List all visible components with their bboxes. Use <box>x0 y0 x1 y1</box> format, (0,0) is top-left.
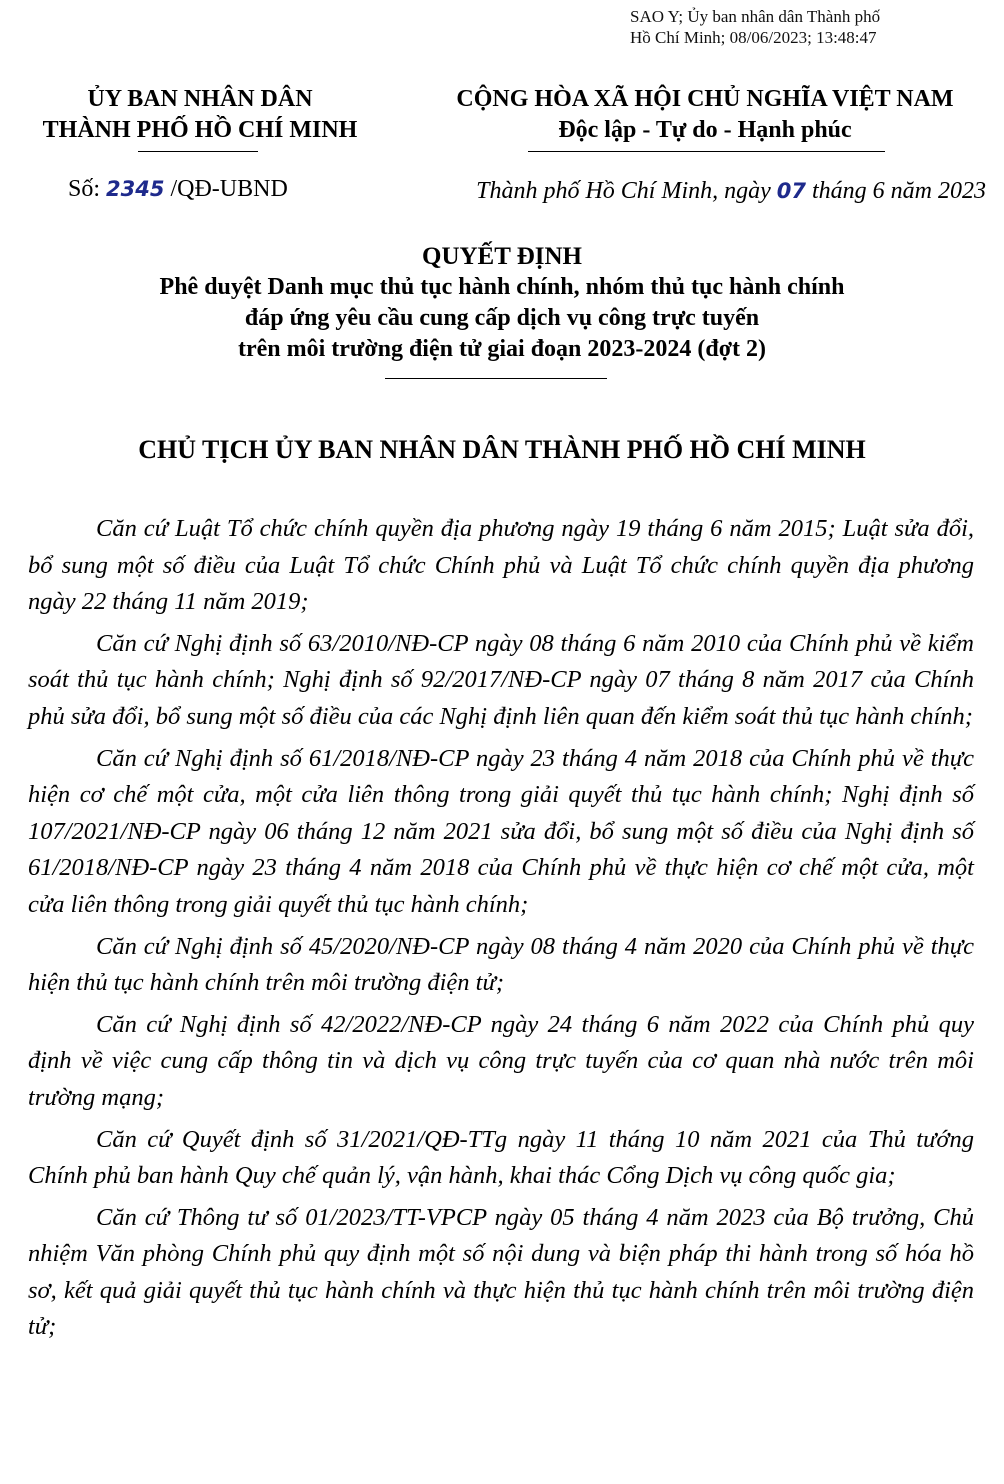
agency-underline <box>138 151 258 152</box>
date-handwritten-day: 07 <box>776 179 806 203</box>
agency-line-2: THÀNH PHỐ HỒ CHÍ MINH <box>42 117 358 143</box>
motto-underline <box>528 151 885 152</box>
agency-line-1: ỦY BAN NHÂN DÂN <box>87 86 313 112</box>
subtitle-line-1: Phê duyệt Danh mục thủ tục hành chính, nhóm thủ tục hành chính <box>159 274 845 300</box>
legal-basis-paragraph: Căn cứ Nghị định số 63/2010/NĐ-CP ngày 08 tháng 6 năm 2010 của Chính phủ về kiểm soát thủ tục hành chính; Nghị định số 92/2017/NĐ-CP ngày 07 tháng 8 năm 2017 của Chính phủ sửa đổi, bổ sung một số điều của các Nghị định liên quan đến kiểm soát thủ tục hành chính; <box>28 629 974 730</box>
document-number <box>68 174 288 204</box>
legal-basis-paragraph: Căn cứ Thông tư số 01/2023/TT-VPCP ngày 05 tháng 4 năm 2023 của Bộ trưởng, Chủ nhiệm Văn phòng Chính phủ quy định một số nội dung và biện pháp thi hành trong số hóa hồ sơ, kết quả giải quyết thủ tục hành chính và thực hiện thủ tục hành chính trên môi trường điện tử; <box>28 1203 974 1341</box>
authority-heading: CHỦ TỊCH ỦY BAN NHÂN DÂN THÀNH PHỐ HỒ CHÍ MINH <box>138 435 866 464</box>
docno-handwritten-number: 2345 <box>106 177 165 201</box>
legal-basis-paragraph: Căn cứ Quyết định số 31/2021/QĐ-TTg ngày 11 tháng 10 năm 2021 của Thủ tướng Chính phủ ban hành Quy chế quản lý, vận hành, khai thác Cổng Dịch vụ công quốc gia; <box>28 1125 974 1190</box>
decision-title <box>0 242 1004 365</box>
subtitle-line-2: đáp ứng yêu cầu cung cấp dịch vụ công trực tuyến <box>244 305 760 331</box>
date-suffix: tháng 6 năm 2023 <box>806 178 986 204</box>
document-date <box>476 176 986 206</box>
docno-suffix: /QĐ-UBND <box>164 176 288 202</box>
national-motto <box>405 84 1004 146</box>
legal-basis-paragraph: Căn cứ Nghị định số 45/2020/NĐ-CP ngày 08 tháng 4 năm 2020 của Chính phủ về thực hiện thủ tục hành chính trên môi trường điện tử; <box>28 932 974 997</box>
stamp-line-2: Hồ Chí Minh; 08/06/2023; 13:48:47 <box>630 28 877 47</box>
legal-basis-paragraph: Căn cứ Luật Tổ chức chính quyền địa phương ngày 19 tháng 6 năm 2015; Luật sửa đổi, bổ sung một số điều của Luật Tổ chức Chính phủ và Luật Tổ chức chính quyền địa phương ngày 22 tháng 11 năm 2019; <box>28 515 974 616</box>
document-body <box>28 511 974 1351</box>
date-prefix: Thành phố Hồ Chí Minh, ngày <box>476 178 777 204</box>
legal-basis-paragraph: Căn cứ Nghị định số 61/2018/NĐ-CP ngày 23 tháng 4 năm 2018 của Chính phủ về thực hiện cơ chế một cửa, một cửa liên thông trong giải quyết thủ tục hành chính; Nghị định số 107/2021/NĐ-CP ngày 06 tháng 12 năm 2021 sửa đổi, bổ sung một số điều của Nghị định số 61/2018/NĐ-CP ngày 23 tháng 4 năm 2018 của Chính phủ về thực hiện cơ chế một cửa, một cửa liên thông trong giải quyết thủ tục hành chính; <box>28 744 974 918</box>
docno-label: Số: <box>68 176 107 202</box>
stamp-line-1: SAO Y; Ủy ban nhân dân Thành phố <box>630 7 881 26</box>
motto-line-2: Độc lập - Tự do - Hạnh phúc <box>558 117 852 143</box>
title-main: QUYẾT ĐỊNH <box>422 243 582 270</box>
subtitle-line-3: trên môi trường điện tử giai đoạn 2023-2024 (đợt 2) <box>237 336 767 362</box>
issuing-agency <box>6 84 394 146</box>
motto-line-1: CỘNG HÒA XÃ HỘI CHỦ NGHĨA VIỆT NAM <box>456 86 954 112</box>
legal-basis-paragraph: Căn cứ Nghị định số 42/2022/NĐ-CP ngày 24 tháng 6 năm 2022 của Chính phủ quy định về việc cung cấp thông tin và dịch vụ công trực tuyến của cơ quan nhà nước trên môi trường mạng; <box>28 1010 974 1111</box>
copy-stamp <box>630 6 880 48</box>
title-underline <box>385 378 607 379</box>
